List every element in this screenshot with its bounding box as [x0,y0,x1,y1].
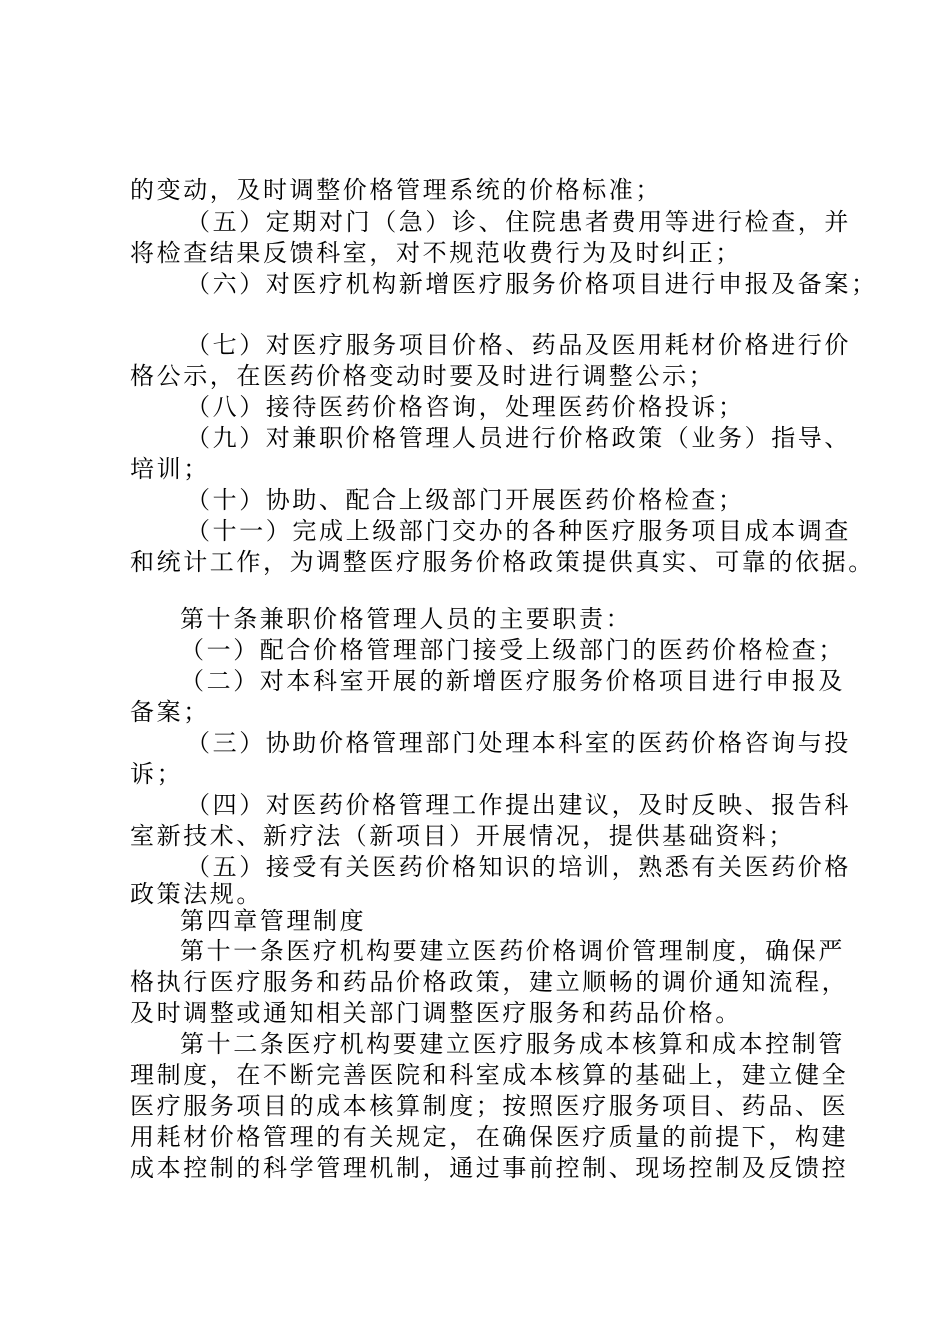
text-line: 成本控制的科学管理机制，通过事前控制、现场控制及反馈控 [130,1154,849,1182]
text-line: （四）对医药价格管理工作提出建议，及时反映、报告科 [186,791,851,819]
text-line: （十一）完成上级部门交办的各种医疗服务项目成本调查 [186,517,851,545]
text-line: （三）协助价格管理部门处理本科室的医药价格咨询与投 [186,729,851,757]
text-line: （九）对兼职价格管理人员进行价格政策（业务）指导、 [186,424,851,452]
text-line: （七）对医疗服务项目价格、药品及医用耗材价格进行价 [186,331,851,359]
text-line: 和统计工作，为调整医疗服务价格政策提供真实、可靠的依据。 [130,548,875,576]
text-line: 备案； [130,698,210,726]
text-line: 及时调整或通知相关部门调整医疗服务和药品价格。 [130,999,742,1027]
text-line: 格执行医疗服务和药品价格政策，建立顺畅的调价通知流程， [130,968,849,996]
text-line: （五）接受有关医药价格知识的培训，熟悉有关医药价格 [186,853,851,881]
chapter-heading: 第四章管理制度 [180,907,367,935]
text-line: 政策法规。 [130,880,263,908]
text-line: 第十一条医疗机构要建立医药价格调价管理制度，确保严 [180,937,845,965]
text-line: 的变动，及时调整价格管理系统的价格标准； [130,176,662,204]
text-line: 培训； [130,455,210,483]
text-line: 第十二条医疗机构要建立医疗服务成本核算和成本控制管 [180,1030,845,1058]
text-line: 将检查结果反馈科室，对不规范收费行为及时纠正； [130,239,742,267]
text-line: （六）对医疗机构新增医疗服务价格项目进行申报及备案； [186,270,878,298]
text-line: 诉； [130,760,184,788]
text-line: （一）配合价格管理部门接受上级部门的医药价格检查； [180,636,845,664]
section-heading: 第十条兼职价格管理人员的主要职责： [180,605,633,633]
text-line: 理制度，在不断完善医院和科室成本核算的基础上，建立健全 [130,1061,849,1089]
text-line: 用耗材价格管理的有关规定，在确保医疗质量的前提下，构建 [130,1123,849,1151]
text-line: （二）对本科室开展的新增医疗服务价格项目进行申报及 [180,667,845,695]
text-line: （八）接待医药价格咨询，处理医药价格投诉； [186,393,745,421]
text-line: 医疗服务项目的成本核算制度；按照医疗服务项目、药品、医 [130,1092,849,1120]
text-line: （十）协助、配合上级部门开展医药价格检查； [186,486,745,514]
text-line: 室新技术、新疗法（新项目）开展情况，提供基础资料； [130,822,795,850]
text-line: （五）定期对门（急）诊、住院患者费用等进行检查，并 [186,208,851,236]
text-line: 格公示，在医药价格变动时要及时进行调整公示； [130,362,716,390]
